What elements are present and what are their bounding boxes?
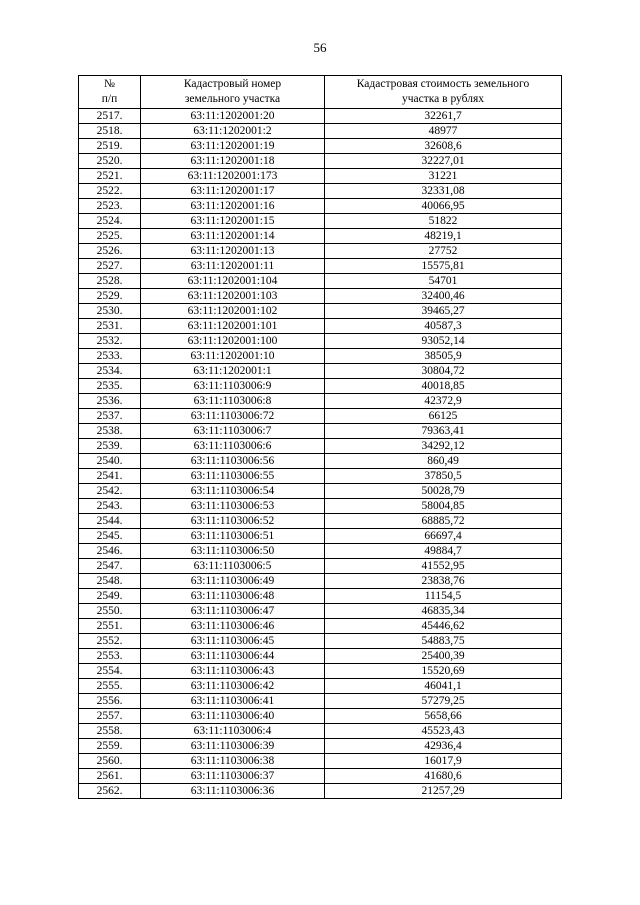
cadastral-number-cell: 63:11:1202001:17: [141, 184, 325, 199]
row-number-cell: 2531.: [79, 319, 141, 334]
row-number-cell: 2520.: [79, 154, 141, 169]
row-number-cell: 2538.: [79, 424, 141, 439]
row-number-cell: 2553.: [79, 649, 141, 664]
cadastral-value-cell: 34292,12: [325, 439, 562, 454]
cadastral-number-cell: 63:11:1103006:50: [141, 544, 325, 559]
row-number-cell: 2529.: [79, 289, 141, 304]
table-row: [79, 574, 562, 589]
row-number-cell: 2540.: [79, 454, 141, 469]
table-row: [79, 169, 562, 184]
row-number-cell: 2525.: [79, 229, 141, 244]
row-number-cell: 2544.: [79, 514, 141, 529]
row-number-cell: 2533.: [79, 349, 141, 364]
cadastral-number-cell: 63:11:1202001:2: [141, 124, 325, 139]
cadastral-number-cell: 63:11:1202001:15: [141, 214, 325, 229]
row-number-cell: 2554.: [79, 664, 141, 679]
row-number-cell: 2562.: [79, 784, 141, 799]
table-row: [79, 754, 562, 769]
table-row: [79, 199, 562, 214]
cadastral-number-cell: 63:11:1103006:45: [141, 634, 325, 649]
cadastral-value-cell: 16017,9: [325, 754, 562, 769]
cadastral-value-cell: 66697,4: [325, 529, 562, 544]
table-row: [79, 184, 562, 199]
table-row: [79, 229, 562, 244]
cadastral-value-cell: 40018,85: [325, 379, 562, 394]
cadastral-value-cell: 68885,72: [325, 514, 562, 529]
cadastral-number-cell: 63:11:1103006:53: [141, 499, 325, 514]
row-number-cell: 2536.: [79, 394, 141, 409]
cadastral-number-cell: 63:11:1103006:56: [141, 454, 325, 469]
cadastral-number-cell: 63:11:1202001:19: [141, 139, 325, 154]
row-number-cell: 2522.: [79, 184, 141, 199]
cadastral-number-cell: 63:11:1103006:41: [141, 694, 325, 709]
cadastral-value-cell: 32227,01: [325, 154, 562, 169]
cadastral-number-cell: 63:11:1202001:1: [141, 364, 325, 379]
cadastral-value-cell: 48219,1: [325, 229, 562, 244]
cadastral-value-cell: 39465,27: [325, 304, 562, 319]
row-number-cell: 2546.: [79, 544, 141, 559]
header-row: [79, 76, 562, 109]
cadastral-value-cell: 860,49: [325, 454, 562, 469]
cadastral-value-cell: 31221: [325, 169, 562, 184]
table-row: [79, 619, 562, 634]
cadastral-number-cell: 63:11:1103006:55: [141, 469, 325, 484]
cadastral-value-cell: 15575,81: [325, 259, 562, 274]
table-row: [79, 349, 562, 364]
cadastral-value-cell: 49884,7: [325, 544, 562, 559]
cadastral-number-cell: 63:11:1103006:43: [141, 664, 325, 679]
row-number-cell: 2551.: [79, 619, 141, 634]
row-number-cell: 2535.: [79, 379, 141, 394]
row-number-cell: 2519.: [79, 139, 141, 154]
cadastral-value-cell: 79363,41: [325, 424, 562, 439]
header-cadastral-number-line-2: земельного участка: [184, 93, 281, 105]
cadastral-number-cell: 63:11:1202001:13: [141, 244, 325, 259]
cadastral-value-cell: 23838,76: [325, 574, 562, 589]
row-number-cell: 2550.: [79, 604, 141, 619]
header-cadastral-value-line-1: Кадастровая стоимость земельного: [356, 78, 530, 90]
cadastral-number-cell: 63:11:1103006:5: [141, 559, 325, 574]
row-number-cell: 2527.: [79, 259, 141, 274]
table-row: [79, 679, 562, 694]
cadastral-value-cell: 32608,6: [325, 139, 562, 154]
row-number-cell: 2539.: [79, 439, 141, 454]
table-row: [79, 259, 562, 274]
cadastral-value-cell: 54701: [325, 274, 562, 289]
table-row: [79, 409, 562, 424]
cadastral-number-cell: 63:11:1103006:7: [141, 424, 325, 439]
cadastral-value-cell: 58004,85: [325, 499, 562, 514]
table-row: [79, 334, 562, 349]
table-row: [79, 589, 562, 604]
table-row: [79, 439, 562, 454]
cadastral-number-cell: 63:11:1103006:42: [141, 679, 325, 694]
cadastral-number-cell: 63:11:1103006:40: [141, 709, 325, 724]
row-number-cell: 2561.: [79, 769, 141, 784]
cadastral-value-cell: 41680,6: [325, 769, 562, 784]
row-number-cell: 2549.: [79, 589, 141, 604]
row-number-cell: 2555.: [79, 679, 141, 694]
cadastral-number-cell: 63:11:1202001:10: [141, 349, 325, 364]
row-number-cell: 2517.: [79, 109, 141, 124]
row-number-cell: 2559.: [79, 739, 141, 754]
cadastral-value-cell: 57279,25: [325, 694, 562, 709]
table-row: [79, 724, 562, 739]
cadastral-value-cell: 51822: [325, 214, 562, 229]
cadastral-value-cell: 42936,4: [325, 739, 562, 754]
cadastral-number-cell: 63:11:1103006:52: [141, 514, 325, 529]
table-row: [79, 499, 562, 514]
cadastral-number-cell: 63:11:1103006:37: [141, 769, 325, 784]
table-row: [79, 124, 562, 139]
row-number-cell: 2537.: [79, 409, 141, 424]
cadastral-value-cell: 37850,5: [325, 469, 562, 484]
row-number-cell: 2557.: [79, 709, 141, 724]
row-number-cell: 2543.: [79, 499, 141, 514]
table-row: [79, 424, 562, 439]
cadastral-number-cell: 63:11:1202001:101: [141, 319, 325, 334]
table-row: [79, 694, 562, 709]
cadastral-value-cell: 32331,08: [325, 184, 562, 199]
cadastral-number-cell: 63:11:1103006:8: [141, 394, 325, 409]
table-row: [79, 109, 562, 124]
cadastral-number-cell: 63:11:1202001:104: [141, 274, 325, 289]
header-row-number-line-1: №: [104, 78, 115, 90]
table-body: [79, 109, 562, 799]
header-row-number-line-2: п/п: [101, 93, 118, 105]
table-row: [79, 289, 562, 304]
cadastral-value-cell: 54883,75: [325, 634, 562, 649]
row-number-cell: 2547.: [79, 559, 141, 574]
cadastral-number-cell: 63:11:1202001:14: [141, 229, 325, 244]
cadastral-number-cell: 63:11:1103006:72: [141, 409, 325, 424]
cadastral-number-cell: 63:11:1103006:6: [141, 439, 325, 454]
cadastral-value-table: [78, 75, 562, 799]
header-cadastral-value: [325, 76, 562, 109]
cadastral-value-cell: 40066,95: [325, 199, 562, 214]
table-row: [79, 454, 562, 469]
cadastral-number-cell: 63:11:1202001:18: [141, 154, 325, 169]
table-row: [79, 544, 562, 559]
table-row: [79, 304, 562, 319]
cadastral-number-cell: 63:11:1202001:20: [141, 109, 325, 124]
table-row: [79, 394, 562, 409]
cadastral-value-cell: 40587,3: [325, 319, 562, 334]
cadastral-number-cell: 63:11:1202001:173: [141, 169, 325, 184]
cadastral-value-cell: 93052,14: [325, 334, 562, 349]
page-number: 56: [313, 40, 327, 55]
cadastral-value-cell: 42372,9: [325, 394, 562, 409]
cadastral-value-cell: 45523,43: [325, 724, 562, 739]
table-row: [79, 244, 562, 259]
header-cadastral-value-line-2: участка в рублях: [401, 93, 484, 105]
row-number-cell: 2542.: [79, 484, 141, 499]
cadastral-value-cell: 32261,7: [325, 109, 562, 124]
table-row: [79, 319, 562, 334]
cadastral-number-cell: 63:11:1103006:51: [141, 529, 325, 544]
cadastral-value-cell: 46835,34: [325, 604, 562, 619]
cadastral-value-cell: 45446,62: [325, 619, 562, 634]
header-row-number: [79, 76, 141, 109]
cadastral-number-cell: 63:11:1103006:44: [141, 649, 325, 664]
table-row: [79, 364, 562, 379]
header-cadastral-number: [141, 76, 325, 109]
table-row: [79, 604, 562, 619]
header-cadastral-number-line-1: Кадастровый номер: [183, 78, 282, 90]
cadastral-value-cell: 50028,79: [325, 484, 562, 499]
table-row: [79, 514, 562, 529]
cadastral-value-cell: 25400,39: [325, 649, 562, 664]
row-number-cell: 2526.: [79, 244, 141, 259]
row-number-cell: 2558.: [79, 724, 141, 739]
table-header: [79, 76, 562, 109]
table-row: [79, 634, 562, 649]
table-row: [79, 649, 562, 664]
row-number-cell: 2521.: [79, 169, 141, 184]
cadastral-value-cell: 15520,69: [325, 664, 562, 679]
row-number-cell: 2528.: [79, 274, 141, 289]
table-row: [79, 379, 562, 394]
row-number-cell: 2560.: [79, 754, 141, 769]
cadastral-number-cell: 63:11:1103006:39: [141, 739, 325, 754]
table-row: [79, 214, 562, 229]
table-row: [79, 469, 562, 484]
row-number-cell: 2532.: [79, 334, 141, 349]
cadastral-number-cell: 63:11:1103006:48: [141, 589, 325, 604]
table-row: [79, 784, 562, 799]
cadastral-number-cell: 63:11:1202001:103: [141, 289, 325, 304]
cadastral-value-cell: 30804,72: [325, 364, 562, 379]
cadastral-number-cell: 63:11:1103006:9: [141, 379, 325, 394]
cadastral-number-cell: 63:11:1103006:38: [141, 754, 325, 769]
cadastral-value-cell: 48977: [325, 124, 562, 139]
cadastral-value-cell: 41552,95: [325, 559, 562, 574]
cadastral-number-cell: 63:11:1103006:49: [141, 574, 325, 589]
table-row: [79, 709, 562, 724]
cadastral-number-cell: 63:11:1103006:46: [141, 619, 325, 634]
table-row: [79, 739, 562, 754]
table-row: [79, 559, 562, 574]
table-row: [79, 154, 562, 169]
cadastral-number-cell: 63:11:1103006:54: [141, 484, 325, 499]
cadastral-value-cell: 38505,9: [325, 349, 562, 364]
cadastral-number-cell: 63:11:1103006:47: [141, 604, 325, 619]
table-row: [79, 769, 562, 784]
row-number-cell: 2548.: [79, 574, 141, 589]
cadastral-value-cell: 66125: [325, 409, 562, 424]
row-number-cell: 2552.: [79, 634, 141, 649]
cadastral-value-cell: 21257,29: [325, 784, 562, 799]
row-number-cell: 2518.: [79, 124, 141, 139]
row-number-cell: 2545.: [79, 529, 141, 544]
row-number-cell: 2523.: [79, 199, 141, 214]
cadastral-value-cell: 11154,5: [325, 589, 562, 604]
table-row: [79, 484, 562, 499]
table-row: [79, 274, 562, 289]
cadastral-value-cell: 27752: [325, 244, 562, 259]
cadastral-value-cell: 46041,1: [325, 679, 562, 694]
cadastral-number-cell: 63:11:1202001:100: [141, 334, 325, 349]
cadastral-number-cell: 63:11:1202001:16: [141, 199, 325, 214]
row-number-cell: 2530.: [79, 304, 141, 319]
cadastral-number-cell: 63:11:1202001:102: [141, 304, 325, 319]
cadastral-value-cell: 5658,66: [325, 709, 562, 724]
row-number-cell: 2556.: [79, 694, 141, 709]
cadastral-value-cell: 32400,46: [325, 289, 562, 304]
table-row: [79, 529, 562, 544]
cadastral-number-cell: 63:11:1202001:11: [141, 259, 325, 274]
row-number-cell: 2534.: [79, 364, 141, 379]
table-row: [79, 139, 562, 154]
cadastral-number-cell: 63:11:1103006:4: [141, 724, 325, 739]
row-number-cell: 2524.: [79, 214, 141, 229]
cadastral-number-cell: 63:11:1103006:36: [141, 784, 325, 799]
table-row: [79, 664, 562, 679]
row-number-cell: 2541.: [79, 469, 141, 484]
